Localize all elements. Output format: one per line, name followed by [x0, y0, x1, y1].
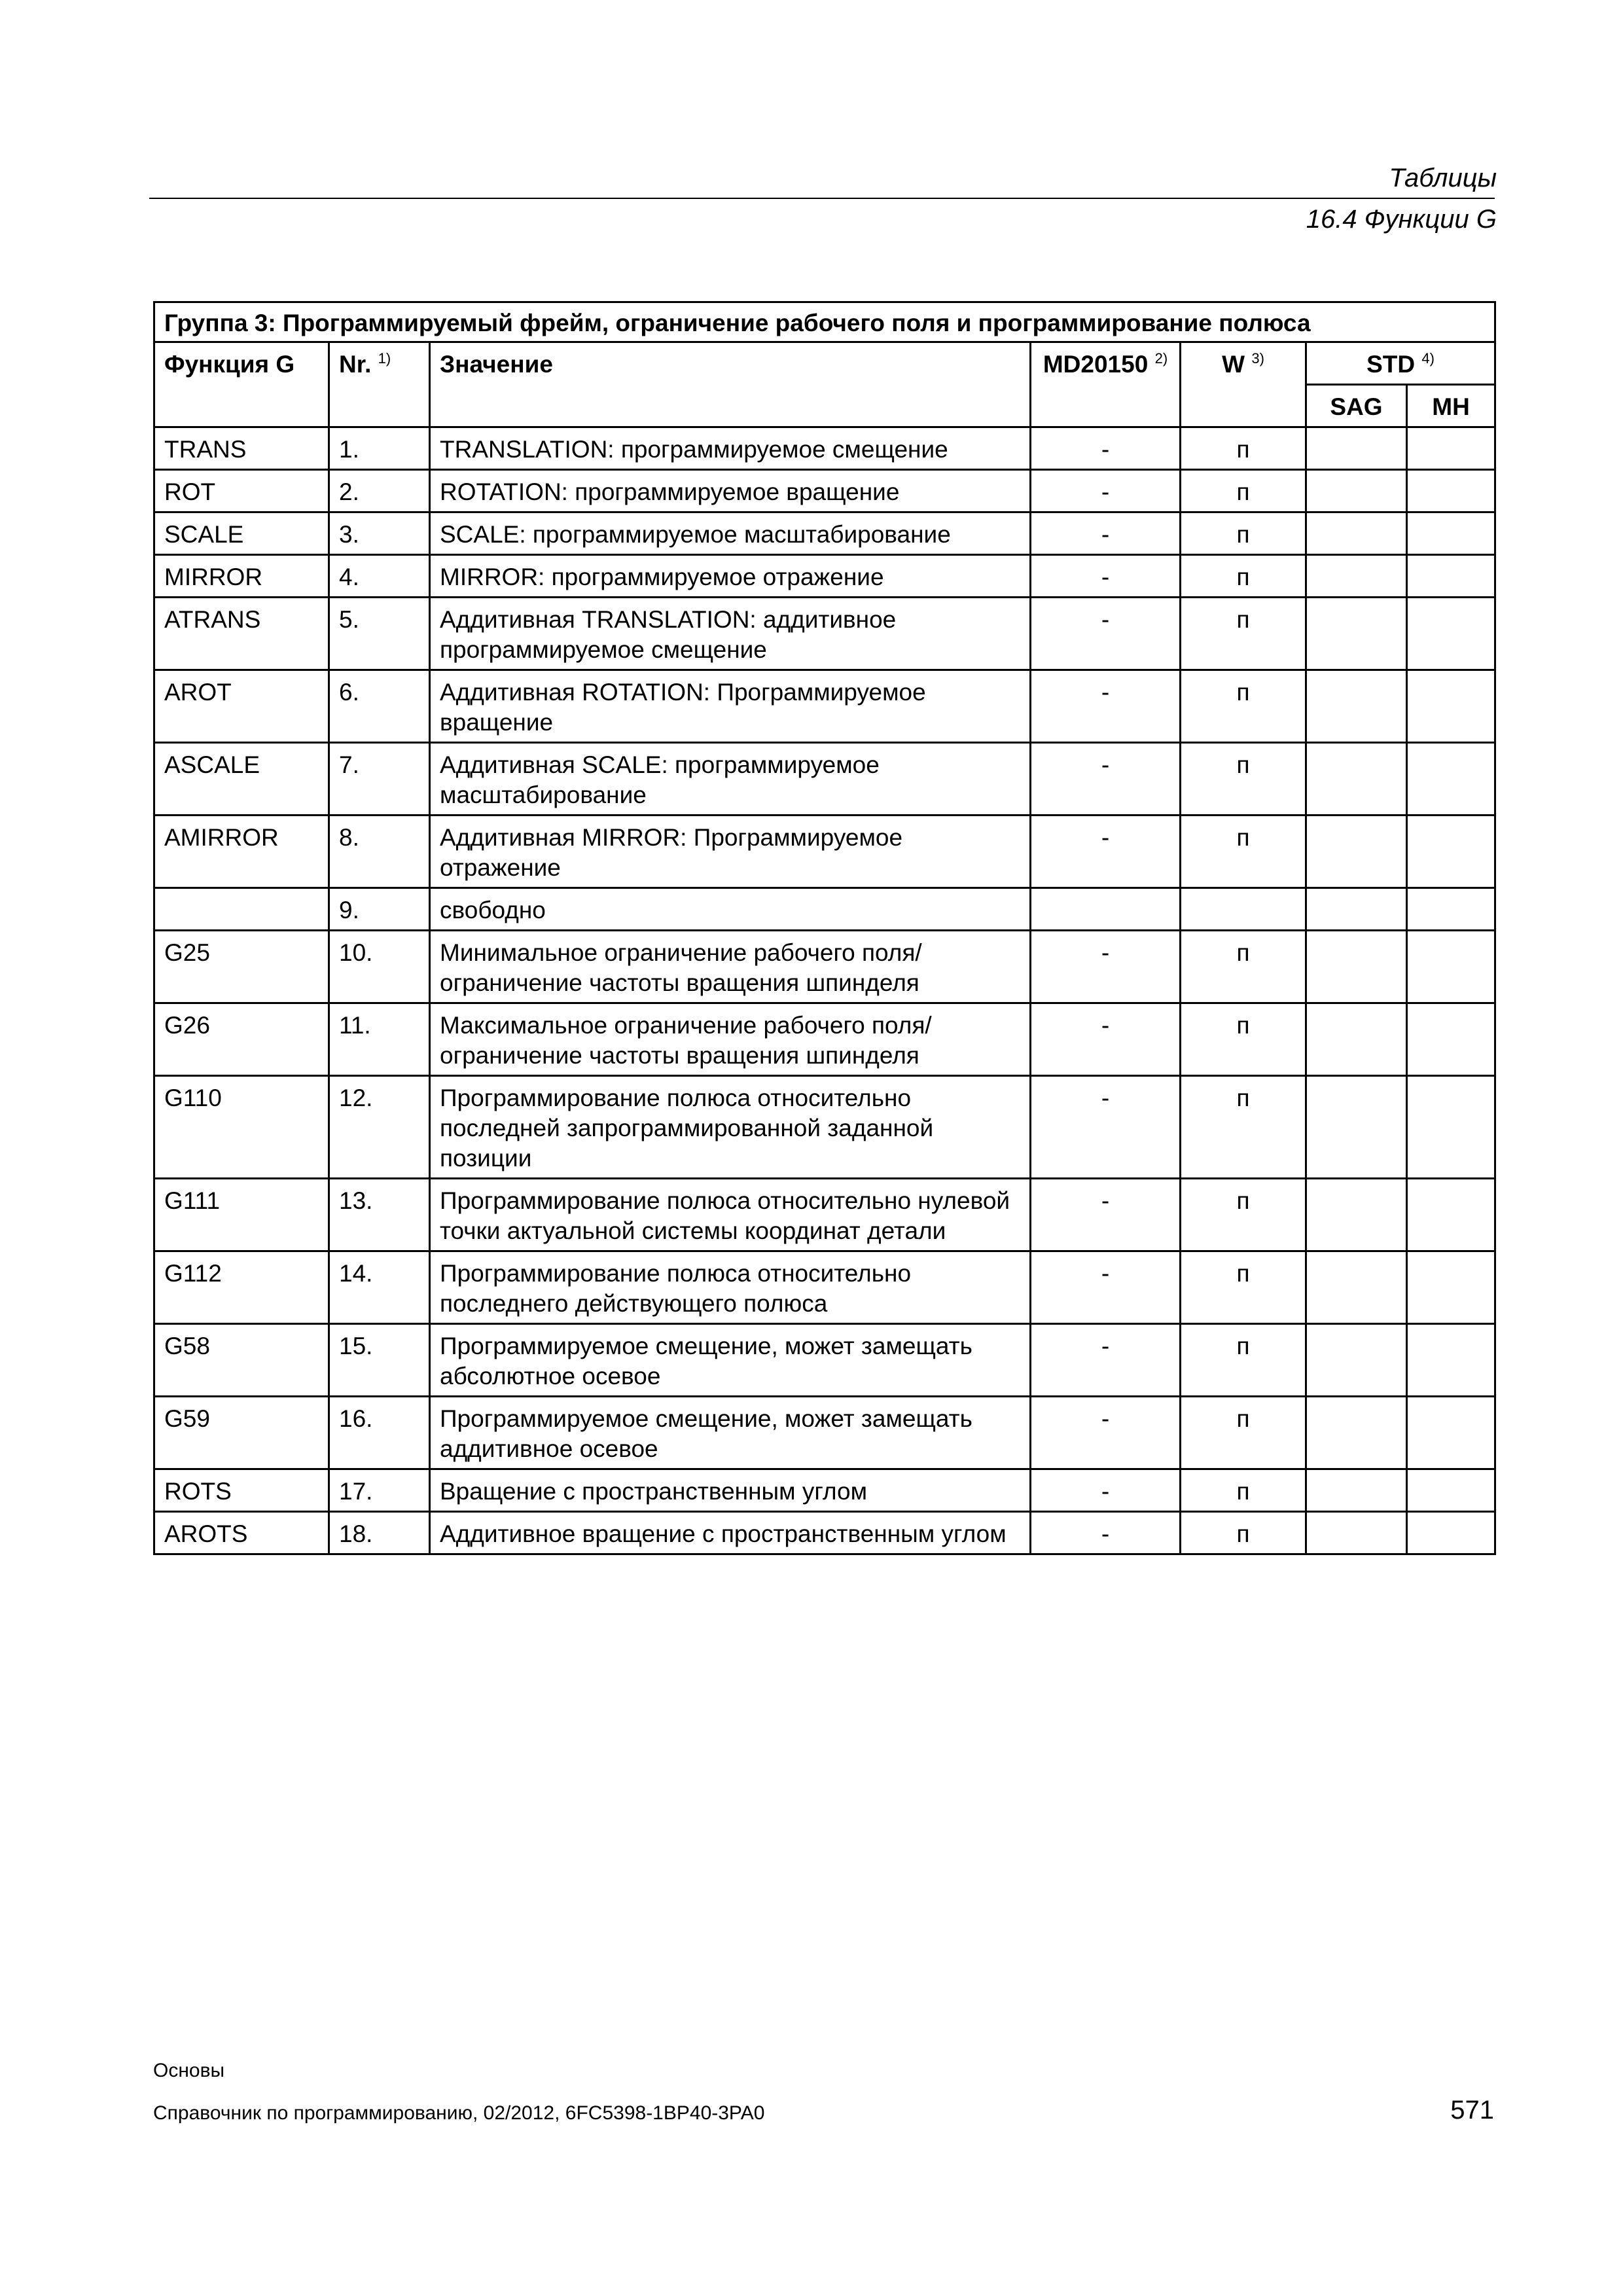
table-row	[154, 1076, 1495, 1179]
cell-nr: 4.	[329, 555, 430, 598]
cell-w	[1181, 888, 1306, 931]
cell-nr: 11.	[329, 1003, 430, 1076]
cell-sag	[1306, 470, 1407, 512]
cell-mh	[1407, 427, 1495, 470]
cell-mh	[1407, 470, 1495, 512]
cell-mh	[1407, 1003, 1495, 1076]
cell-sag	[1306, 1179, 1407, 1251]
cell-nr: 14.	[329, 1251, 430, 1324]
table-row	[154, 888, 1495, 931]
cell-sag	[1306, 512, 1407, 555]
table-row	[154, 1324, 1495, 1397]
cell-function: TRANS	[154, 427, 329, 470]
running-header-chapter: Таблицы	[1389, 164, 1497, 192]
table-row	[154, 555, 1495, 598]
cell-w: п	[1181, 1512, 1306, 1554]
cell-sag	[1306, 743, 1407, 816]
cell-meaning: свободно	[430, 888, 1031, 931]
cell-function: ASCALE	[154, 743, 329, 816]
table-row	[154, 1469, 1495, 1512]
col-header-function: Функция G	[154, 342, 329, 427]
table-row	[154, 1251, 1495, 1324]
cell-nr: 10.	[329, 931, 430, 1003]
cell-md20150: -	[1031, 1512, 1181, 1554]
cell-nr: 2.	[329, 470, 430, 512]
page-number: 571	[1450, 2096, 1494, 2125]
cell-md20150	[1031, 888, 1181, 931]
cell-sag	[1306, 816, 1407, 888]
cell-mh	[1407, 1324, 1495, 1397]
cell-function: G111	[154, 1179, 329, 1251]
cell-md20150: -	[1031, 427, 1181, 470]
cell-nr: 9.	[329, 888, 430, 931]
cell-md20150: -	[1031, 1003, 1181, 1076]
cell-nr: 13.	[329, 1179, 430, 1251]
footnote-ref: 3)	[1251, 350, 1264, 367]
table-row	[154, 470, 1495, 512]
cell-sag	[1306, 1076, 1407, 1179]
cell-nr: 1.	[329, 427, 430, 470]
cell-function: SCALE	[154, 512, 329, 555]
cell-meaning: Программируемое смещение, может замещать абсолютное осевое	[430, 1324, 1031, 1397]
cell-sag	[1306, 1397, 1407, 1469]
cell-nr: 7.	[329, 743, 430, 816]
cell-md20150: -	[1031, 1324, 1181, 1397]
cell-w: п	[1181, 1397, 1306, 1469]
cell-meaning: ROTATION: программируемое вращение	[430, 470, 1031, 512]
cell-mh	[1407, 816, 1495, 888]
table-row	[154, 427, 1495, 470]
table-row	[154, 1512, 1495, 1554]
cell-sag	[1306, 670, 1407, 743]
cell-meaning: Аддитивное вращение с пространственным углом	[430, 1512, 1031, 1554]
cell-meaning: Аддитивная ROTATION: Программируемое вращение	[430, 670, 1031, 743]
cell-function: AROTS	[154, 1512, 329, 1554]
cell-w: п	[1181, 931, 1306, 1003]
cell-w: п	[1181, 427, 1306, 470]
cell-md20150: -	[1031, 1397, 1181, 1469]
cell-meaning: Аддитивная SCALE: программируемое масштабирование	[430, 743, 1031, 816]
cell-nr: 8.	[329, 816, 430, 888]
cell-sag	[1306, 931, 1407, 1003]
footnote-ref: 4)	[1421, 350, 1435, 367]
cell-mh	[1407, 1179, 1495, 1251]
cell-mh	[1407, 512, 1495, 555]
cell-function: ROTS	[154, 1469, 329, 1512]
table-row	[154, 743, 1495, 816]
cell-mh	[1407, 555, 1495, 598]
cell-mh	[1407, 1076, 1495, 1179]
footer-reference: Справочник по программированию, 02/2012, 6FC5398-1BP40-3PA0	[153, 2102, 765, 2124]
cell-w: п	[1181, 1251, 1306, 1324]
cell-nr: 15.	[329, 1324, 430, 1397]
cell-w: п	[1181, 1469, 1306, 1512]
cell-md20150: -	[1031, 555, 1181, 598]
cell-md20150: -	[1031, 598, 1181, 670]
cell-w: п	[1181, 470, 1306, 512]
cell-w: п	[1181, 1076, 1306, 1179]
table-row	[154, 816, 1495, 888]
table-row	[154, 598, 1495, 670]
cell-function	[154, 888, 329, 931]
group-title: Группа 3: Программируемый фрейм, ограничение рабочего поля и программирование полюса	[154, 302, 1495, 342]
cell-md20150: -	[1031, 470, 1181, 512]
cell-meaning: SCALE: программируемое масштабирование	[430, 512, 1031, 555]
table-row	[154, 1003, 1495, 1076]
cell-mh	[1407, 1512, 1495, 1554]
cell-mh	[1407, 1397, 1495, 1469]
cell-meaning: TRANSLATION: программируемое смещение	[430, 427, 1031, 470]
cell-nr: 5.	[329, 598, 430, 670]
col-header-sag: SAG	[1306, 385, 1407, 427]
cell-nr: 16.	[329, 1397, 430, 1469]
cell-sag	[1306, 1324, 1407, 1397]
table-row	[154, 670, 1495, 743]
cell-sag	[1306, 1469, 1407, 1512]
cell-mh	[1407, 1469, 1495, 1512]
cell-function: G59	[154, 1397, 329, 1469]
cell-meaning: Программирование полюса относительно нулевой точки актуальной системы координат детали	[430, 1179, 1031, 1251]
cell-sag	[1306, 1512, 1407, 1554]
cell-function: G25	[154, 931, 329, 1003]
col-header-md: MD20150 $^{2)}$	[1031, 342, 1181, 427]
cell-md20150: -	[1031, 1179, 1181, 1251]
footnote-ref: 1)	[378, 350, 391, 367]
header-rule	[149, 198, 1495, 199]
cell-function: ATRANS	[154, 598, 329, 670]
cell-mh	[1407, 888, 1495, 931]
cell-meaning: Программирование полюса относительно последней запрограммированной заданной позиции	[430, 1076, 1031, 1179]
cell-sag	[1306, 1251, 1407, 1324]
cell-meaning: Вращение с пространственным углом	[430, 1469, 1031, 1512]
col-header-w: W $^{3)}$	[1181, 342, 1306, 427]
footnote-ref: 2)	[1154, 350, 1168, 367]
cell-function: G26	[154, 1003, 329, 1076]
table-row	[154, 1397, 1495, 1469]
cell-sag	[1306, 1003, 1407, 1076]
cell-w: п	[1181, 1179, 1306, 1251]
cell-w: п	[1181, 598, 1306, 670]
cell-w: п	[1181, 670, 1306, 743]
cell-function: AROT	[154, 670, 329, 743]
cell-md20150: -	[1031, 670, 1181, 743]
cell-w: п	[1181, 555, 1306, 598]
cell-function: ROT	[154, 470, 329, 512]
table-row	[154, 1179, 1495, 1251]
cell-meaning: Аддитивная TRANSLATION: аддитивное программируемое смещение	[430, 598, 1031, 670]
cell-meaning: Программируемое смещение, может замещать аддитивное осевое	[430, 1397, 1031, 1469]
cell-md20150: -	[1031, 1076, 1181, 1179]
col-header-mh: MH	[1407, 385, 1495, 427]
cell-sag	[1306, 555, 1407, 598]
g-functions-table	[153, 301, 1496, 1555]
cell-meaning: Минимальное ограничение рабочего поля/ограничение частоты вращения шпинделя	[430, 931, 1031, 1003]
running-header-section: 16.4 Функции G	[1306, 205, 1497, 234]
cell-sag	[1306, 427, 1407, 470]
cell-md20150: -	[1031, 816, 1181, 888]
table-row	[154, 931, 1495, 1003]
col-header-std: STD $^{4)}$	[1306, 342, 1495, 385]
table-row	[154, 512, 1495, 555]
cell-meaning: Программирование полюса относительно последнего действующего полюса	[430, 1251, 1031, 1324]
col-header-nr: Nr. $^{1)}$	[329, 342, 430, 427]
cell-w: п	[1181, 1324, 1306, 1397]
cell-md20150: -	[1031, 512, 1181, 555]
cell-mh	[1407, 931, 1495, 1003]
cell-w: п	[1181, 512, 1306, 555]
cell-function: AMIRROR	[154, 816, 329, 888]
cell-mh	[1407, 1251, 1495, 1324]
cell-meaning: MIRROR: программируемое отражение	[430, 555, 1031, 598]
cell-w: п	[1181, 743, 1306, 816]
cell-meaning: Аддитивная MIRROR: Программируемое отражение	[430, 816, 1031, 888]
cell-mh	[1407, 743, 1495, 816]
cell-w: п	[1181, 816, 1306, 888]
cell-meaning: Максимальное ограничение рабочего поля/ограничение частоты вращения шпинделя	[430, 1003, 1031, 1076]
cell-mh	[1407, 598, 1495, 670]
cell-nr: 3.	[329, 512, 430, 555]
cell-md20150: -	[1031, 1251, 1181, 1324]
cell-md20150: -	[1031, 931, 1181, 1003]
cell-function: MIRROR	[154, 555, 329, 598]
cell-function: G110	[154, 1076, 329, 1179]
cell-nr: 17.	[329, 1469, 430, 1512]
cell-function: G112	[154, 1251, 329, 1324]
footer-document-name: Основы	[153, 2060, 225, 2081]
cell-function: G58	[154, 1324, 329, 1397]
cell-sag	[1306, 888, 1407, 931]
cell-md20150: -	[1031, 743, 1181, 816]
cell-md20150: -	[1031, 1469, 1181, 1512]
cell-nr: 6.	[329, 670, 430, 743]
cell-nr: 12.	[329, 1076, 430, 1179]
cell-mh	[1407, 670, 1495, 743]
cell-nr: 18.	[329, 1512, 430, 1554]
col-header-meaning: Значение	[430, 342, 1031, 427]
cell-sag	[1306, 598, 1407, 670]
cell-w: п	[1181, 1003, 1306, 1076]
